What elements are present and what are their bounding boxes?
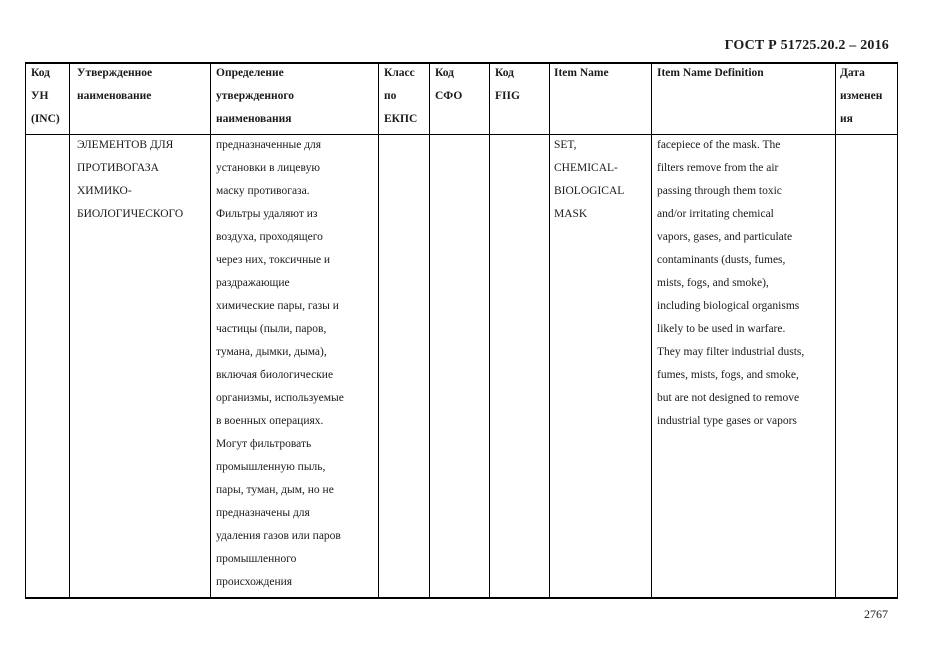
header-inc: Код УН (INC) xyxy=(31,67,60,125)
cell-approved-name: ЭЛЕМЕНТОВ ДЛЯ ПРОТИВОГАЗА ХИМИКО- БИОЛОГИЧЕСКОГО xyxy=(77,139,184,220)
column-divider xyxy=(429,62,430,599)
document-header: ГОСТ Р 51725.20.2 – 2016 xyxy=(724,38,889,53)
column-divider xyxy=(378,62,379,599)
column-divider xyxy=(489,62,490,599)
header-item-name: Item Name xyxy=(554,67,609,79)
table-bottom-border xyxy=(25,597,898,599)
header-fiig: Код FIIG xyxy=(495,67,520,102)
cell-item-name: SET, CHEMICAL- BIOLOGICAL MASK xyxy=(554,139,625,220)
column-divider xyxy=(897,62,898,599)
nomenclature-table xyxy=(25,62,898,599)
header-sfo: Код СФО xyxy=(435,67,463,102)
header-date-changed: Дата изменен ия xyxy=(840,67,883,125)
header-item-name-definition: Item Name Definition xyxy=(657,67,764,79)
cell-item-name-definition: facepiece of the mask. The filters remove from the air passing through them toxic and/or irritating chemical vapors, gases, and particulate contaminants (dusts, fumes, mists, fogs, and smoke), including biological organisms likely to be used in warfare. They may filter industrial dusts, fumes, mists, fogs, and smoke, but are not designed to remove industrial type gases or vapors xyxy=(657,139,805,427)
column-divider xyxy=(651,62,652,599)
column-divider xyxy=(69,62,70,599)
header-definition: Определение утвержденного наименования xyxy=(216,67,295,125)
page-number: 2767 xyxy=(864,607,888,621)
header-class: Класс по ЕКПС xyxy=(384,67,418,125)
column-divider xyxy=(210,62,211,599)
column-divider xyxy=(549,62,550,599)
column-divider xyxy=(835,62,836,599)
header-approved-name: Утвержденное наименование xyxy=(77,67,153,102)
column-divider xyxy=(25,62,26,599)
cell-definition-ru: предназначенные для установки в лицевую маску противогаза. Фильтры удаляют из воздуха, проходящего через них, токсичные и раздражающие химические пары, газы и частицы (пыли, паров, тумана, дымки, дыма), включая биологические организмы, используемые в военных операциях. Могут фильтровать промышленную пыль, пары, туман, дым, но не предназначены для удаления газов или паров промышленного происхождения xyxy=(216,139,344,588)
